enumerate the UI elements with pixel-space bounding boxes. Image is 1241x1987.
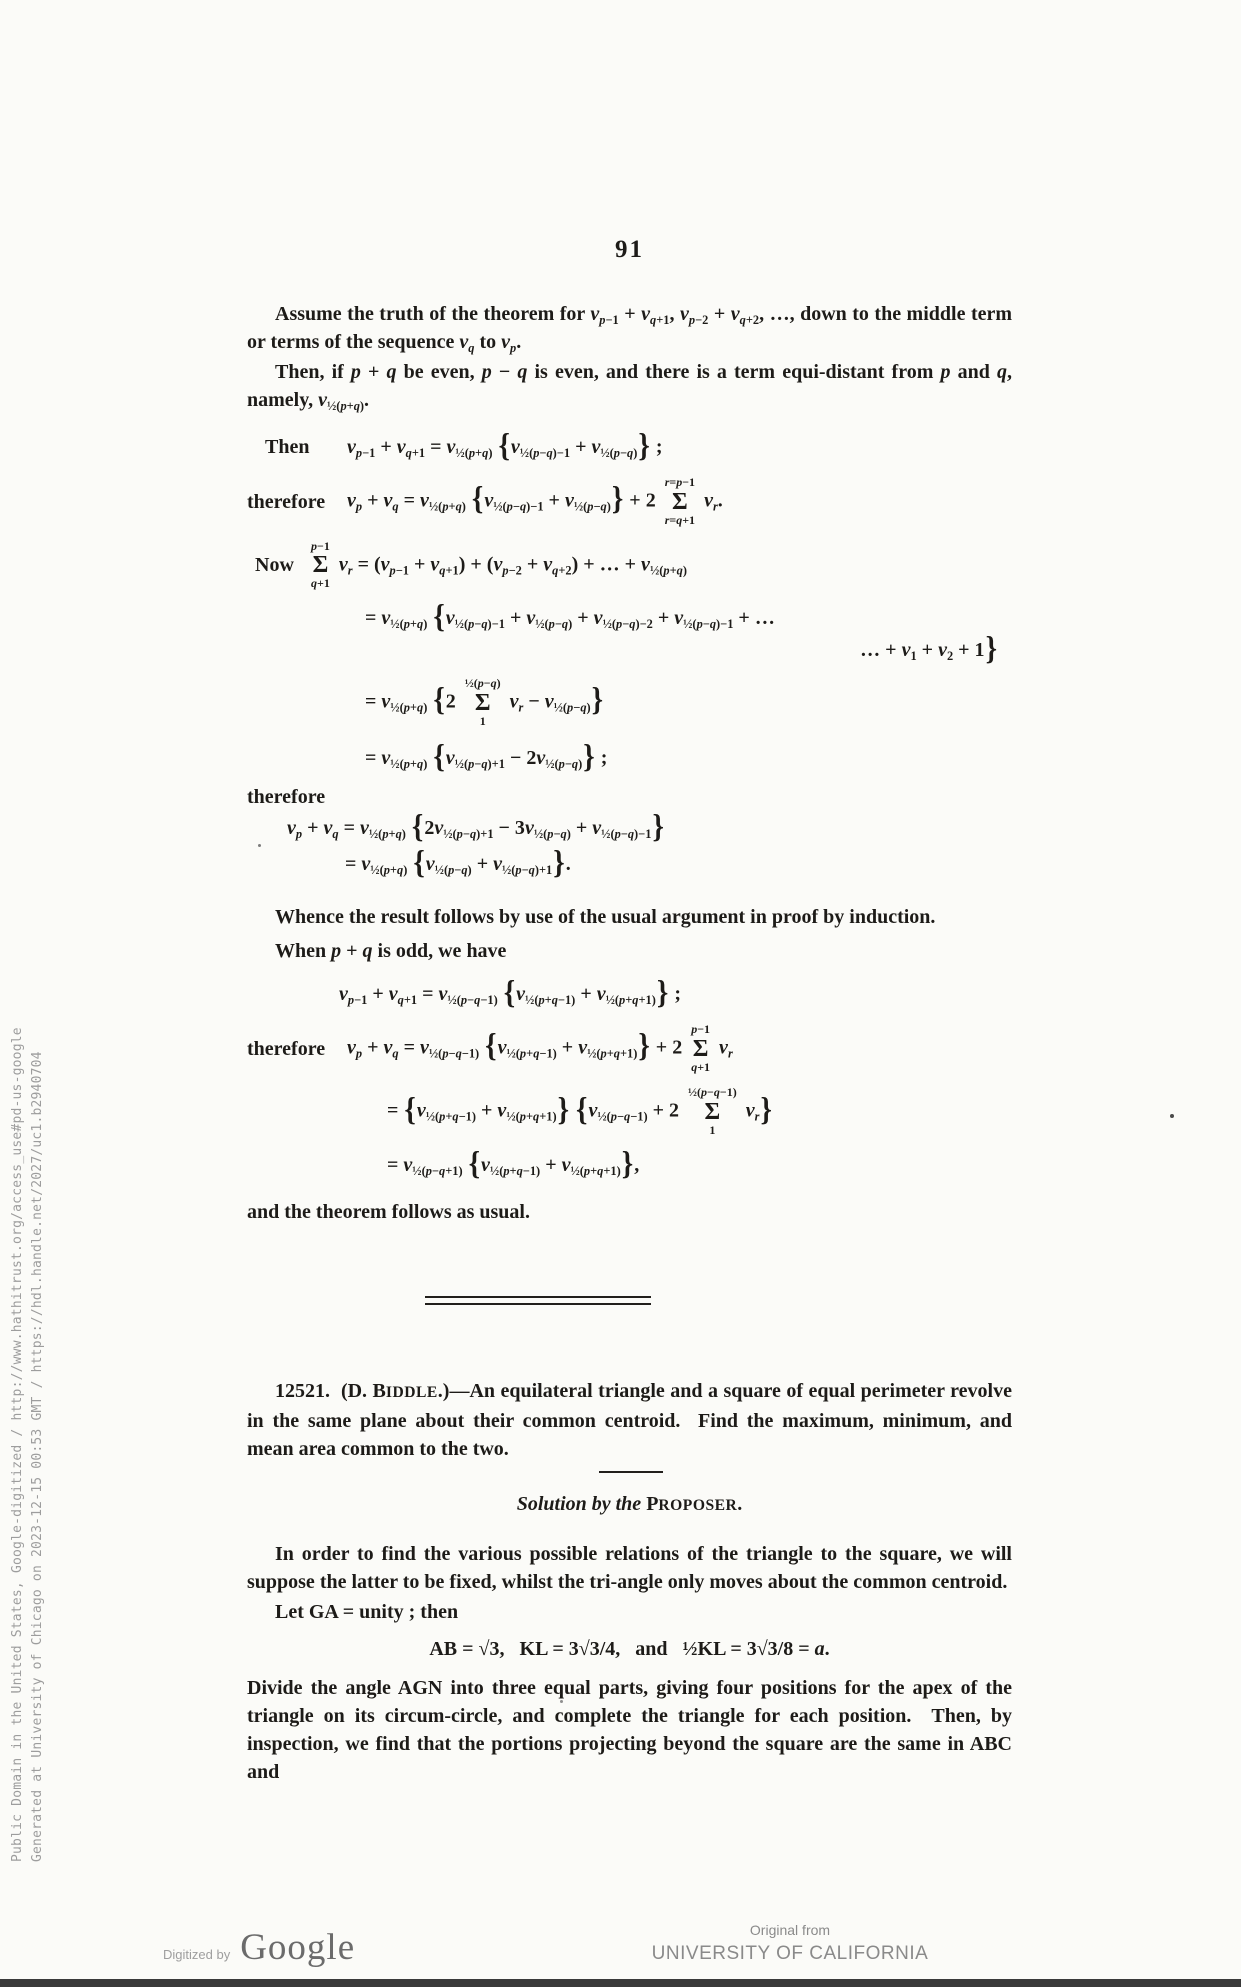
formula-line: = $v_{\frac{1}{2}(p+q)}$ {2 ½(p−q) Σ 1 $v_r - v_{\frac{1}{2}(p-q)}$} xyxy=(365,676,604,728)
text-block xyxy=(247,300,1012,1786)
paragraph: In order to find the various possible relations of the triangle to the square, we will suppose the latter to be fixed, whilst the tri-angle only moves about the common centroid. xyxy=(247,1542,1012,1593)
formula-line: therefore $v_p + v_q = v_{\frac{1}{2}(p+q)}$ $\{v_{\frac{1}{2}(p-q)-1} + v_{\frac{1}{2}(p-q)}\} + 2$ r=p−1 Σ r=q+1 $v_r$. xyxy=(247,475,723,527)
formula-line: = $\{v_{\frac{1}{2}(p+q-1)} + v_{\frac{1}{2}(p+q+1)}\} \{v_{\frac{1}{2}(p-q-1)} + 2$ ½(p−q−1) Σ 1 $v_r$} xyxy=(387,1085,772,1138)
section-divider xyxy=(425,1296,651,1305)
digitized-by-block xyxy=(163,1926,355,1969)
watermark-line-public-domain: Public Domain in the United States, Google-digitized / http://www.hathitrust.org/access_use#pd-us-google xyxy=(10,1027,25,1862)
formula-line: $v_{p-1} + v_{q+1} = v_{\frac{1}{2}(p-q-1)}$ $\{v_{\frac{1}{2}(p+q-1)} + v_{\frac{1}{2}(p+q+1)}\}$ ; xyxy=(339,974,681,1011)
paragraph: Let GA = unity ; then xyxy=(275,1600,459,1623)
footer xyxy=(0,1916,1241,1980)
formula-line: = $v_{\frac{1}{2}(p-q+1)}$ $\{v_{\frac{1}{2}(p+q-1)} + v_{\frac{1}{2}(p+q+1)}\}$, xyxy=(387,1145,640,1182)
formula-label: Then xyxy=(265,436,310,458)
summation-sigma: ½(p−q) Σ 1 xyxy=(464,676,501,728)
summation-sigma: p−1 Σ q+1 xyxy=(311,538,330,591)
hathitrust-watermark xyxy=(8,982,48,1862)
scan-speck xyxy=(560,1700,563,1703)
solution-heading: Solution by the PROPOSER. xyxy=(516,1492,743,1515)
scan-speck xyxy=(1170,1114,1174,1118)
formula-line: = $v_{\frac{1}{2}(p+q)}$ {$v_{\frac{1}{2}(p-q)-1} + v_{\frac{1}{2}(p-q)} + v_{\frac{1}{2}(p-q)-2} + v_{\frac{1}{2}(p-q)-1}$ + … xyxy=(365,599,775,635)
formula-label: Now xyxy=(255,554,294,577)
formula-line: Now p−1 Σ q+1 $v_r = (v_{p-1} + v_{q+1}) + (v_{p-2} + v_{q+2})$ + … + $v_{\frac{1}{2}(p+q)}$ xyxy=(255,538,687,591)
summation-sigma: p−1 Σ q+1 xyxy=(691,1021,711,1074)
paragraph: therefore xyxy=(247,785,326,808)
google-logo: Google xyxy=(240,1927,356,1968)
formula-line: Then $v_{p-1} + v_{q+1} = v_{\frac{1}{2}(p+q)}$ $\{v_{\frac{1}{2}(p-q)-1} + v_{\frac{1}{2}(p-q)}\}$ ; xyxy=(265,427,663,464)
scan-speck xyxy=(258,844,261,847)
original-from-label: Original from xyxy=(749,1922,831,1938)
page-number: 91 xyxy=(615,236,644,263)
formula-line: = $v_{\frac{1}{2}(p+q)}$ $\{v_{\frac{1}{2}(p-q)} + v_{\frac{1}{2}(p-q)+1}\}$. xyxy=(345,844,571,881)
formula-line: AB = √3, KL = 3√3/4, and ½KL = 3√3/8 = a. xyxy=(429,1637,830,1660)
section-divider xyxy=(599,1471,663,1473)
page-content xyxy=(247,0,1012,1786)
paragraph: Divide the angle AGN into three equal parts, giving four positions for the apex of the triangle on its circum-circle, and complete the triangle for each position. Then, by inspection, we find that the portions projecting beyond the square are the same in ABC and xyxy=(247,1676,1012,1783)
formula-line: … + $v_1 + v_2 + 1$} xyxy=(860,631,997,667)
paragraph: 12521. (D. BIDDLE.)—An equilateral triangle and a square of equal perimeter revolve in the same plane about their common centroid. Find the maximum, minimum, and mean area common to the two. xyxy=(247,1379,1012,1460)
digitized-by-label: Digitized by xyxy=(163,1947,231,1962)
institution-label: UNIVERSITY OF CALIFORNIA xyxy=(651,1943,929,1964)
paragraph: and the theorem follows as usual. xyxy=(247,1200,530,1223)
paragraph: Then, if p + q be even, p − q is even, and there is a term equi-distant from p and q, namely, $v_{\frac{1}{2}(p+q)}$. xyxy=(247,361,1012,414)
paragraph: Whence the result follows by use of the usual argument in proof by induction. xyxy=(275,905,936,928)
formula-label: therefore xyxy=(247,1037,326,1060)
formula-label: therefore xyxy=(247,490,326,513)
formula-line: $v_p + v_q = v_{\frac{1}{2}(p+q)}$ $\{2v_{\frac{1}{2}(p-q)+1} - 3v_{\frac{1}{2}(p-q)} + v_{\frac{1}{2}(p-q)-1}\}$ xyxy=(287,808,664,845)
original-from-block xyxy=(620,1922,960,1965)
summation-sigma: r=p−1 Σ r=q+1 xyxy=(664,475,696,527)
formula-line: = $v_{\frac{1}{2}(p+q)}$ $\{v_{\frac{1}{2}(p-q)+1} - 2v_{\frac{1}{2}(p-q)}\}$ ; xyxy=(365,738,608,775)
scan-edge-bar xyxy=(0,1979,1241,1987)
paragraph: When p + q is odd, we have xyxy=(275,939,507,962)
summation-sigma: ½(p−q−1) Σ 1 xyxy=(688,1085,737,1138)
paragraph: Assume the truth of the theorem for $v_{p-1} + v_{q+1}$, $v_{p-2} + v_{q+2}$, …, down to the middle term or terms of the sequence $v_q$ to $v_p$. xyxy=(247,303,1013,356)
watermark-line-generated: Generated at University of Chicago on 2023-12-15 00:53 GMT / https://hdl.handle.net/2027/uc1.b2940704 xyxy=(30,1051,45,1862)
formula-line: therefore $v_p + v_q = v_{\frac{1}{2}(p-q-1)}$ $\{v_{\frac{1}{2}(p+q-1)} + v_{\frac{1}{2}(p+q+1)}\} + 2$ p−1 Σ q+1 $v_r$ xyxy=(247,1021,733,1074)
